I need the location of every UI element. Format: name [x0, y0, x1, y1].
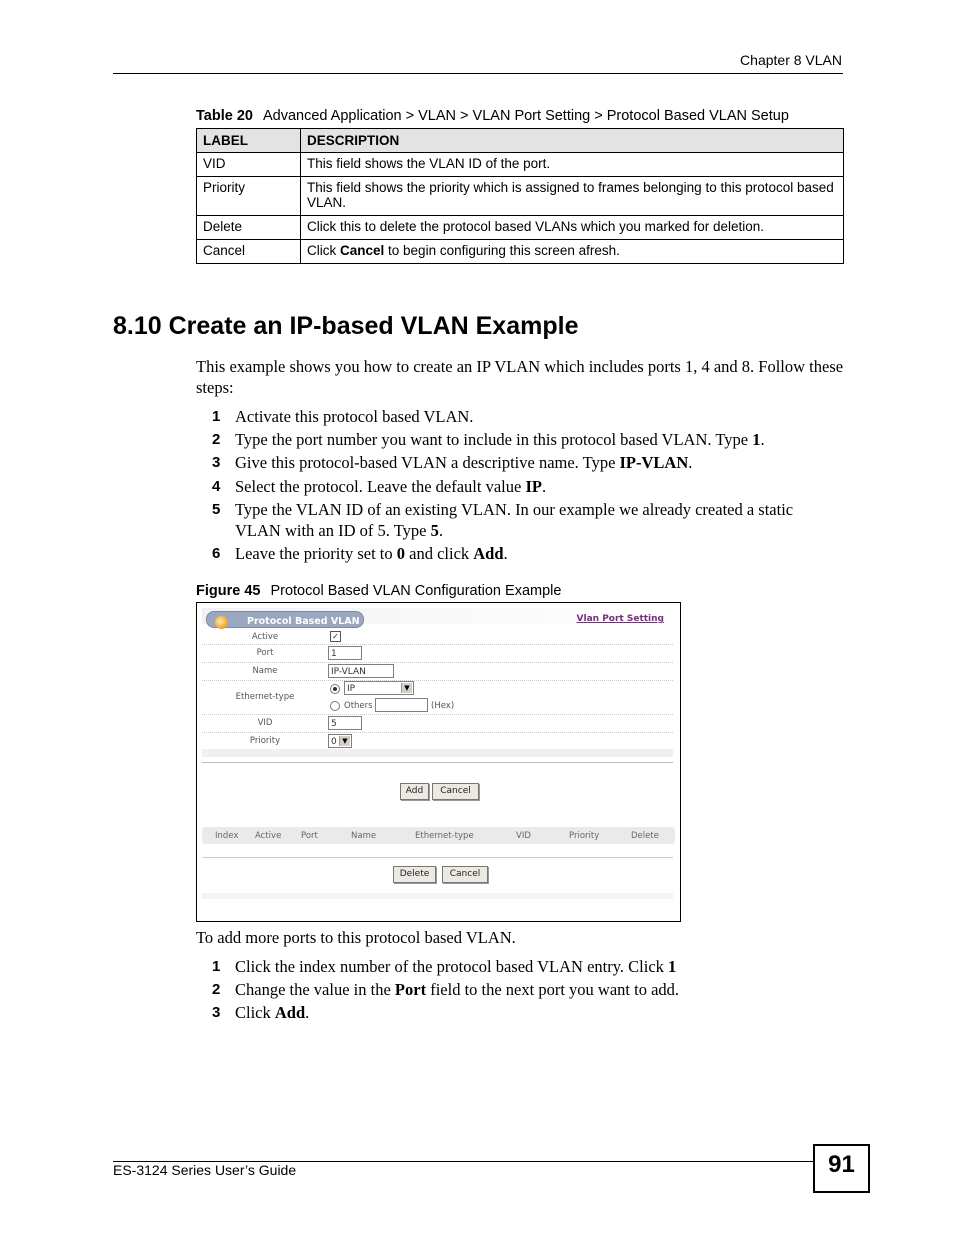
row-label: Delete — [197, 216, 301, 240]
list-divider — [202, 857, 673, 858]
priority-select[interactable] — [328, 734, 352, 748]
step-text-bold: IP — [525, 477, 542, 496]
cancel-list-button[interactable]: Cancel — [442, 866, 488, 883]
others-hex-input[interactable] — [375, 698, 428, 712]
step-text-part: . — [688, 453, 693, 472]
intro-paragraph: This example shows you how to create an IP VLAN which includes ports 1, 4 and 8. Follow these steps: — [196, 357, 844, 397]
figure-caption-text: Protocol Based VLAN Configuration Example — [270, 583, 562, 599]
ethertype-select-value: IP — [347, 684, 356, 694]
row-divider — [202, 714, 673, 715]
step-text-part: Select the protocol. Leave the default value — [235, 477, 526, 496]
step-number: 5 — [212, 501, 221, 518]
description-text: Click — [307, 243, 340, 258]
column-index: Index — [215, 831, 239, 841]
step-text-part: Type the VLAN ID of an existing VLAN. In our example we already created a static VLAN with an ID of 5. Type — [235, 500, 794, 540]
description-text: to begin configuring this screen afresh. — [384, 243, 620, 258]
step-text-part: Click the index number of the protocol based VLAN entry. Click — [235, 957, 669, 976]
row-label: Priority — [197, 177, 301, 216]
vid-input[interactable]: 5 — [328, 716, 362, 730]
row-description — [301, 177, 844, 216]
row-divider — [202, 680, 673, 681]
step-text-part: field to the next port you want to add. — [426, 980, 680, 999]
step-number: 2 — [212, 431, 221, 448]
vid-label: VID — [257, 718, 273, 728]
table-caption-text: Advanced Application > VLAN > VLAN Port Setting > Protocol Based VLAN Setup — [262, 108, 789, 124]
step-text-bold: IP-VLAN — [619, 453, 689, 472]
column-vid: VID — [516, 831, 531, 841]
name-input[interactable]: IP-VLAN — [328, 664, 394, 678]
step-text — [235, 452, 835, 473]
step-text-part: Give this protocol-based VLAN a descriptive name. Type — [235, 453, 620, 472]
priority-select-value: 0 — [331, 737, 337, 747]
row-divider — [202, 644, 673, 645]
list-footer-strip — [202, 893, 673, 899]
footer-guide-title: ES-3124 Series User’s Guide — [113, 1162, 297, 1178]
others-label: Others — [344, 701, 373, 711]
column-port: Port — [301, 831, 318, 841]
description-text: Click this to delete the protocol based VLANs which you marked for deletion. — [307, 219, 764, 234]
step-number: 1 — [212, 408, 221, 425]
figure-caption — [196, 583, 561, 599]
add-button[interactable]: Add — [400, 783, 429, 800]
delete-button[interactable]: Delete — [393, 866, 436, 883]
step-number: 6 — [212, 545, 221, 562]
step-text-bold: 1 — [668, 957, 677, 976]
cancel-button[interactable]: Cancel — [432, 783, 479, 800]
step-text — [235, 429, 835, 450]
column-header-label: LABEL — [197, 129, 301, 153]
figure-caption-label: Figure 45 — [196, 583, 261, 599]
port-input[interactable]: 1 — [328, 646, 362, 660]
column-priority: Priority — [569, 831, 600, 841]
step-text-bold: Add — [473, 544, 504, 563]
panel-title-tab — [206, 611, 364, 628]
table-caption-label: Table 20 — [196, 108, 253, 124]
description-text: This field shows the priority which is assigned to frames belonging to this protocol based VLAN. — [307, 180, 834, 210]
ethertype-ip-radio[interactable] — [330, 684, 340, 694]
table-row — [197, 177, 844, 216]
step-text-bold: 1 — [752, 430, 761, 449]
row-divider — [202, 732, 673, 733]
protocol-vlan-screenshot — [196, 602, 681, 922]
step-text — [235, 406, 835, 427]
row-description — [301, 153, 844, 177]
step-text — [235, 543, 835, 564]
column-name: Name — [351, 831, 377, 841]
header-rule — [113, 73, 843, 74]
step-text-part: Change the value in the — [235, 980, 395, 999]
step-number: 2 — [212, 981, 221, 998]
vlan-port-setting-link[interactable]: Vlan Port Setting — [576, 614, 664, 624]
step-text — [235, 979, 835, 1000]
section-heading: 8.10 Create an IP-based VLAN Example — [113, 312, 579, 340]
step-text-part: Activate this protocol based VLAN. — [235, 407, 474, 426]
step-text — [235, 956, 835, 977]
field-description-table — [196, 128, 844, 264]
step-text-part: Click — [235, 1003, 275, 1022]
name-label: Name — [252, 666, 278, 676]
row-description — [301, 216, 844, 240]
priority-label: Priority — [249, 736, 281, 746]
step-text-part: . — [503, 544, 508, 563]
active-label: Active — [251, 632, 279, 642]
step-text-part: Leave the priority set to — [235, 544, 397, 563]
step-text-bold: 0 — [396, 544, 405, 563]
dropdown-arrow-icon: ▼ — [401, 683, 412, 693]
ethertype-others-radio[interactable] — [330, 701, 340, 711]
column-header-description: DESCRIPTION — [301, 129, 844, 153]
column-active: Active — [255, 831, 282, 841]
active-checkbox[interactable]: ✓ — [330, 631, 341, 642]
step-text-bold: Add — [274, 1003, 306, 1022]
step-text-part: . — [305, 1003, 310, 1022]
row-description — [301, 240, 844, 264]
step-number: 3 — [212, 1004, 221, 1021]
step-number: 4 — [212, 478, 221, 495]
panel-title: Protocol Based VLAN — [247, 616, 360, 627]
hex-label: (Hex) — [431, 701, 455, 711]
step-number: 3 — [212, 454, 221, 471]
step-text — [235, 476, 835, 497]
description-text: This field shows the VLAN ID of the port. — [307, 156, 551, 171]
step-text-part: Type the port number you want to include in this protocol based VLAN. Type — [235, 430, 753, 449]
step-text — [235, 1002, 835, 1023]
ethertype-select[interactable] — [344, 681, 414, 695]
table-row — [197, 240, 844, 264]
step-text-bold: Port — [394, 980, 427, 999]
row-label: Cancel — [197, 240, 301, 264]
form-separator — [202, 762, 673, 763]
panel-title-bar — [202, 608, 675, 627]
row-label: VID — [197, 153, 301, 177]
port-label: Port — [256, 648, 274, 658]
bulb-icon — [215, 616, 228, 629]
step-number: 1 — [212, 958, 221, 975]
ethernet-type-label: Ethernet-type — [235, 692, 295, 702]
description-bold: Cancel — [340, 243, 385, 258]
column-delete: Delete — [631, 831, 659, 841]
table-header-row — [197, 129, 844, 153]
table-row — [197, 153, 844, 177]
after-figure-paragraph: To add more ports to this protocol based VLAN. — [196, 928, 516, 947]
page-number: 91 — [828, 1151, 855, 1178]
dropdown-arrow-icon: ▼ — [339, 736, 350, 746]
table-caption — [196, 108, 789, 124]
step-text-part: and click — [405, 544, 474, 563]
step-text-part: . — [541, 477, 547, 496]
column-ethernet-type: Ethernet-type — [415, 831, 474, 841]
step-text-bold: 5 — [430, 521, 439, 540]
form-footer-strip — [202, 749, 673, 757]
table-row — [197, 216, 844, 240]
chapter-header: Chapter 8 VLAN — [740, 52, 842, 68]
step-text-part: . — [760, 430, 765, 449]
step-text — [235, 499, 835, 541]
row-divider — [202, 662, 673, 663]
step-text-part: . — [438, 521, 443, 540]
